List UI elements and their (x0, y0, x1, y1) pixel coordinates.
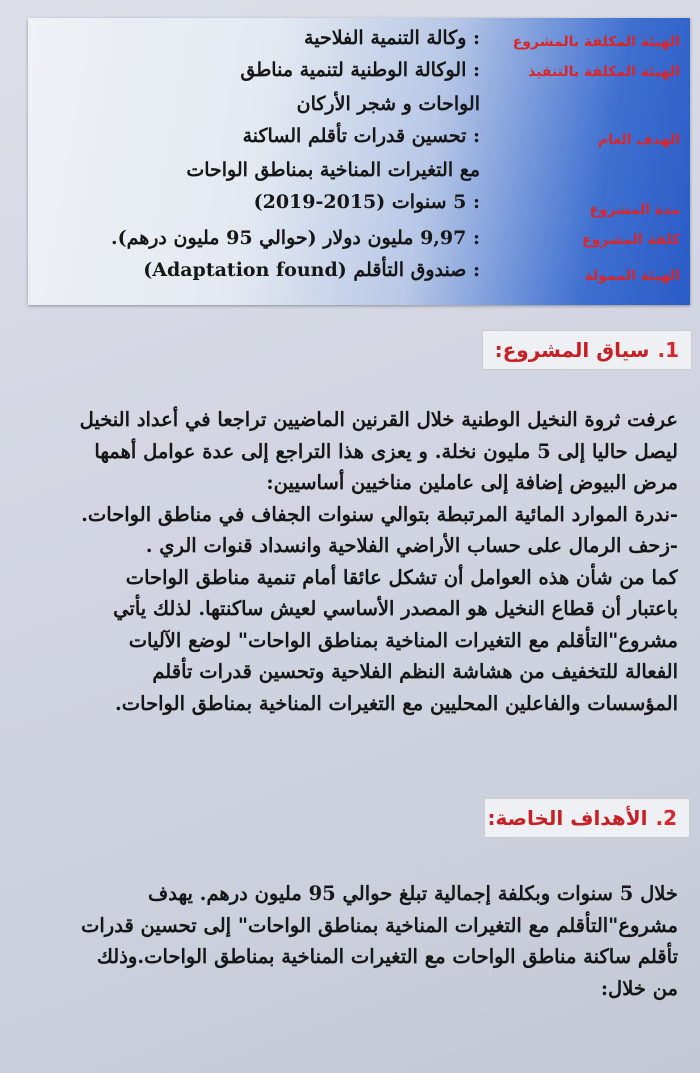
text-line: ليصل حاليا إلى 5 مليون نخلة. و يعزى هذا التراجع إلى عدة عوامل أهمها (94, 439, 678, 463)
section1-heading (482, 330, 692, 370)
text-line: باعتبار أن قطاع النخيل هو المصدر الأساسي لعيش ساكنتها. لذلك يأتي (113, 597, 678, 620)
info-value: : تحسين قدرات تأقلم الساكنة (242, 125, 480, 147)
section1-number: 1. (657, 338, 679, 362)
text-line: -ندرة الموارد المائية المرتبطة بتوالي سنوات الجفاف في مناطق الواحات. (81, 502, 678, 526)
info-label: الهيئة المكلفة بالتنفيذ (528, 64, 680, 80)
info-label: الهيئة المكلفة بالمشروع (512, 34, 680, 50)
text-line: مرض البيوض إضافة إلى عاملين مناخيين أساسيين: (266, 471, 678, 494)
info-value: : 9,97 مليون دولار (حوالي 95 مليون درهم). (110, 227, 480, 249)
project-info-box (28, 18, 690, 305)
text-line: مشروع"التأقلم مع التغيرات المناخية بمناطق الواحات" لوضع الآليات (128, 628, 678, 652)
text-line: -زحف الرمال على حساب الأراضي الفلاحية وانسداد قنوات الري . (145, 534, 678, 557)
info-value: : 5 سنوات (2015-2019) (253, 191, 480, 213)
text-line: من خلال: (600, 976, 678, 1000)
info-value: : الوكالة الوطنية لتنمية مناطق (240, 59, 480, 81)
text-line: الفعالة للتخفيف من هشاشة النظم الفلاحية وتحسين قدرات تأقلم (152, 660, 678, 683)
info-label: الهيئة الممولة (584, 268, 680, 284)
section2-number: 2. (655, 806, 677, 830)
text-line: خلال 5 سنوات وبكلفة إجمالية تبلغ حوالي 95 مليون درهم. يهدف (148, 882, 678, 905)
info-label: الهدف العام (598, 132, 680, 148)
section2-heading (484, 798, 690, 838)
info-value: الواحات و شجر الأركان (296, 93, 480, 115)
info-label: كلفة المشروع (582, 232, 680, 248)
info-label: مدة المشروع (589, 202, 680, 218)
info-value: مع التغيرات المناخية بمناطق الواحات (186, 159, 480, 181)
section1-title: سياق المشروع: (494, 338, 650, 362)
section2-body (12, 878, 678, 1004)
text-line: المؤسسات والفاعلين المحليين مع التغيرات المناخية بمناطق الواحات. (115, 691, 678, 715)
section1-body (12, 404, 678, 719)
info-value: : صندوق التأقلم (Adaptation found) (143, 259, 480, 281)
text-line: تأقلم ساكنة مناطق الواحات مع التغيرات المناخية بمناطق الواحات.وذلك (96, 945, 678, 968)
text-line: مشروع"التأقلم مع التغيرات المناخية بمناطق الواحات" إلى تحسين قدرات (81, 913, 678, 937)
text-line: عرفت ثروة النخيل الوطنية خلال القرنين الماضيين تراجعا في أعداد النخيل (79, 408, 678, 431)
section2-title: الأهداف الخاصة: (487, 806, 648, 830)
info-value: : وكالة التنمية الفلاحية (304, 27, 480, 49)
text-line: كما من شأن هذه العوامل أن تشكل عائقا أمام تنمية مناطق الواحات (125, 565, 678, 589)
